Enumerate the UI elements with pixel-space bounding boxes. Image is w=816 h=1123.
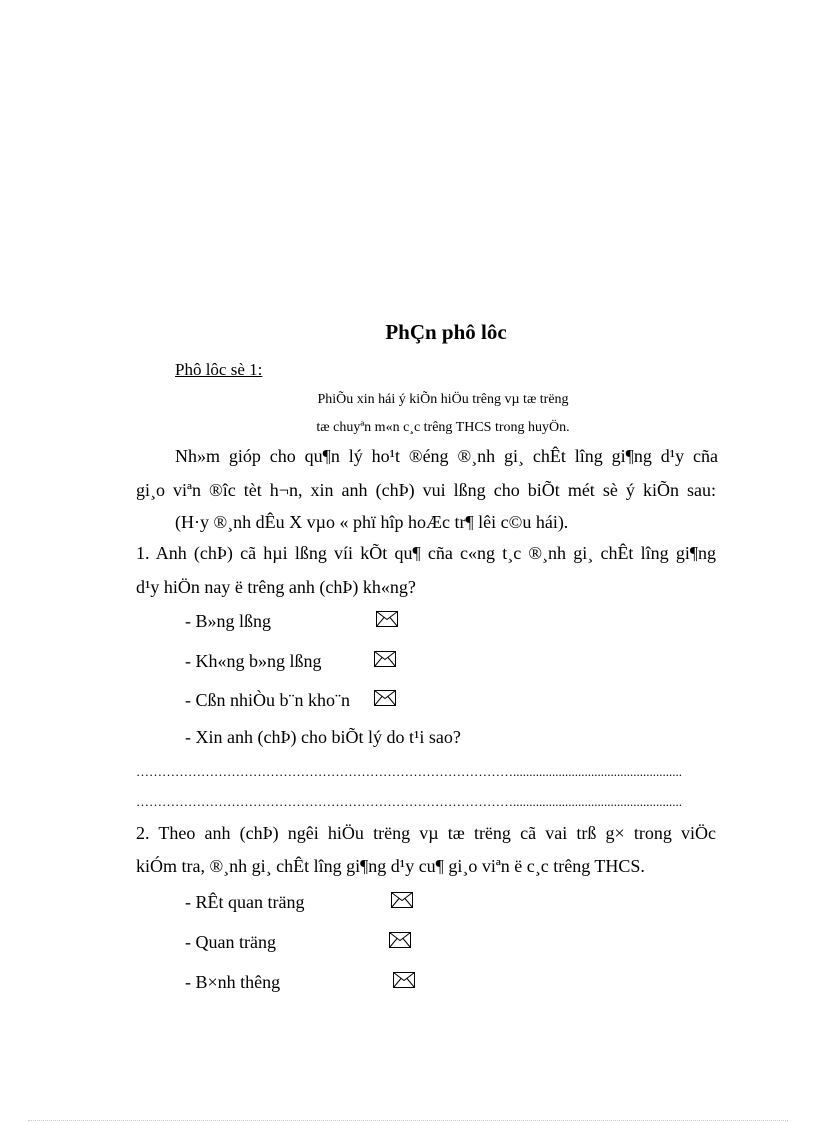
answer-line-2[interactable]: …………………………………………………………………………….................................................... xyxy=(136,794,682,809)
survey-title-line-1: PhiÕu xin hái ý kiÕn hiÖu trêng vµ tæ trëng xyxy=(317,392,569,407)
envelope-checkbox-icon[interactable] xyxy=(376,611,398,627)
q1-option-2: - Kh«ng b»ng lßng xyxy=(185,651,322,671)
page-title: PhÇn phô lôc xyxy=(385,320,507,344)
question-2-line-2: kiÓm tra, ®¸nh gi¸ chÊt lîng gi¶ng d¹y cu¶ gi¸o viªn ë c¸c trêng THCS. xyxy=(136,856,645,876)
envelope-checkbox-icon[interactable] xyxy=(374,690,396,706)
q1-option-3: - Cßn nhiÒu b¨n kho¨n xyxy=(185,690,350,710)
envelope-checkbox-icon[interactable] xyxy=(389,932,411,948)
appendix-label: Phô lôc sè 1: xyxy=(175,360,263,379)
page-bottom-rule xyxy=(28,1120,788,1121)
question-1-line-1: 1. Anh (chÞ) cã hµi lßng víi kÕt qu¶ cña c«ng t¸c ®¸nh gi¸ chÊt lîng gi¶ng xyxy=(136,543,716,563)
envelope-checkbox-icon[interactable] xyxy=(391,892,413,908)
q1-followup: - Xin anh (chÞ) cho biÕt lý do t¹i sao? xyxy=(185,727,461,747)
survey-title-line-2: tæ chuyªn m«n c¸c trêng THCS trong huyÖn. xyxy=(316,420,570,435)
envelope-checkbox-icon[interactable] xyxy=(393,972,415,988)
intro-line-2: gi¸o viªn ®îc tèt h¬n, xin anh (chÞ) vui lßng cho biÕt mét sè ý kiÕn sau: xyxy=(136,480,716,500)
intro-line-1: Nh»m gióp cho qu¶n lý ho¹t ®éng ®¸nh gi¸ chÊt lîng gi¶ng d¹y cña xyxy=(175,446,718,466)
answer-line-1[interactable]: …………………………………………………………………………….................................................... xyxy=(136,764,682,779)
q2-option-2: - Quan träng xyxy=(185,932,276,952)
q2-option-1: - RÊt quan träng xyxy=(185,892,305,912)
envelope-checkbox-icon[interactable] xyxy=(374,651,396,667)
question-2-line-1: 2. Theo anh (chÞ) ngêi hiÖu trëng vµ tæ trëng cã vai trß g× trong viÖc xyxy=(136,823,716,843)
q2-option-3: - B×nh thêng xyxy=(185,972,281,992)
question-1-line-2: d¹y hiÖn nay ë trêng anh (chÞ) kh«ng? xyxy=(136,577,416,597)
instruction: (H·y ®¸nh dÊu X vµo « phï hîp hoÆc tr¶ lêi c©u hái). xyxy=(175,512,569,532)
q1-option-1: - B»ng lßng xyxy=(185,611,272,631)
